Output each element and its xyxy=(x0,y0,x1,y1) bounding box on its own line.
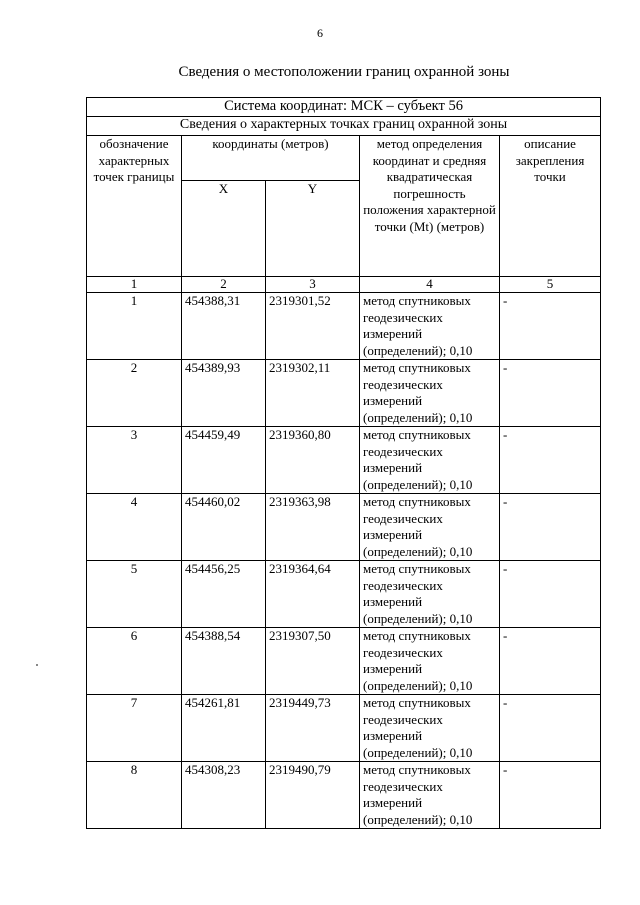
method-cell: метод спутниковых геодезических измерений (определений); 0,10 xyxy=(360,427,500,494)
description-cell: - xyxy=(500,427,601,494)
description-cell: - xyxy=(500,695,601,762)
table-row xyxy=(87,427,601,494)
y-coordinate-cell: 2319307,50 xyxy=(266,628,360,695)
table-subtitle-row xyxy=(87,117,601,136)
point-number-cell: 2 xyxy=(87,360,182,427)
coordinate-system-row xyxy=(87,98,601,117)
page-number: 6 xyxy=(317,26,323,40)
scan-speck xyxy=(36,664,38,666)
x-coordinate-cell: 454459,49 xyxy=(182,427,266,494)
point-number-cell: 4 xyxy=(87,494,182,561)
header-description-cell: описание закрепления точки xyxy=(500,136,601,277)
table-row xyxy=(87,695,601,762)
method-cell: метод спутниковых геодезических измерений (определений); 0,10 xyxy=(360,762,500,829)
coordinate-system-cell: Система координат: МСК – субъект 56 xyxy=(87,98,601,117)
description-cell: - xyxy=(500,762,601,829)
method-cell: метод спутниковых геодезических измерений (определений); 0,10 xyxy=(360,628,500,695)
table-row xyxy=(87,360,601,427)
header-coordinates-cell: координаты (метров) xyxy=(182,136,360,181)
document-title: Сведения о местоположении границ охранной зоны xyxy=(178,64,510,80)
table-row xyxy=(87,628,601,695)
table-row xyxy=(87,293,601,360)
description-cell: - xyxy=(500,360,601,427)
point-number-cell: 5 xyxy=(87,561,182,628)
x-coordinate-cell: 454388,54 xyxy=(182,628,266,695)
header-row-1 xyxy=(87,136,601,181)
y-coordinate-cell: 2319490,79 xyxy=(266,762,360,829)
point-number-cell: 6 xyxy=(87,628,182,695)
header-point-cell: обозначение характерных точек границы xyxy=(87,136,182,277)
table-row xyxy=(87,494,601,561)
method-cell: метод спутниковых геодезических измерений (определений); 0,10 xyxy=(360,494,500,561)
header-y-cell: Y xyxy=(266,181,360,277)
x-coordinate-cell: 454460,02 xyxy=(182,494,266,561)
method-cell: метод спутниковых геодезических измерений (определений); 0,10 xyxy=(360,360,500,427)
x-coordinate-cell: 454388,31 xyxy=(182,293,266,360)
method-cell: метод спутниковых геодезических измерений (определений); 0,10 xyxy=(360,695,500,762)
description-cell: - xyxy=(500,628,601,695)
column-number-cell: 4 xyxy=(360,277,500,293)
header-x-cell: X xyxy=(182,181,266,277)
column-number-cell: 2 xyxy=(182,277,266,293)
description-cell: - xyxy=(500,293,601,360)
point-number-cell: 8 xyxy=(87,762,182,829)
description-cell: - xyxy=(500,561,601,628)
column-number-cell: 5 xyxy=(500,277,601,293)
point-number-cell: 1 xyxy=(87,293,182,360)
point-number-cell: 7 xyxy=(87,695,182,762)
table-subtitle-cell: Сведения о характерных точках границ охранной зоны xyxy=(87,117,601,136)
column-number-row xyxy=(87,277,601,293)
point-number-cell: 3 xyxy=(87,427,182,494)
y-coordinate-cell: 2319363,98 xyxy=(266,494,360,561)
description-cell: - xyxy=(500,494,601,561)
method-cell: метод спутниковых геодезических измерений (определений); 0,10 xyxy=(360,561,500,628)
x-coordinate-cell: 454308,23 xyxy=(182,762,266,829)
table-row xyxy=(87,561,601,628)
column-number-cell: 1 xyxy=(87,277,182,293)
column-number-cell: 3 xyxy=(266,277,360,293)
y-coordinate-cell: 2319302,11 xyxy=(266,360,360,427)
method-cell: метод спутниковых геодезических измерений (определений); 0,10 xyxy=(360,293,500,360)
y-coordinate-cell: 2319449,73 xyxy=(266,695,360,762)
y-coordinate-cell: 2319301,52 xyxy=(266,293,360,360)
y-coordinate-cell: 2319364,64 xyxy=(266,561,360,628)
x-coordinate-cell: 454456,25 xyxy=(182,561,266,628)
table-row xyxy=(87,762,601,829)
boundary-points-table xyxy=(86,97,601,829)
x-coordinate-cell: 454261,81 xyxy=(182,695,266,762)
header-method-cell: метод определения координат и средняя квадратическая погрешность положения характерной точки (Mt) (метров) xyxy=(360,136,500,277)
y-coordinate-cell: 2319360,80 xyxy=(266,427,360,494)
x-coordinate-cell: 454389,93 xyxy=(182,360,266,427)
